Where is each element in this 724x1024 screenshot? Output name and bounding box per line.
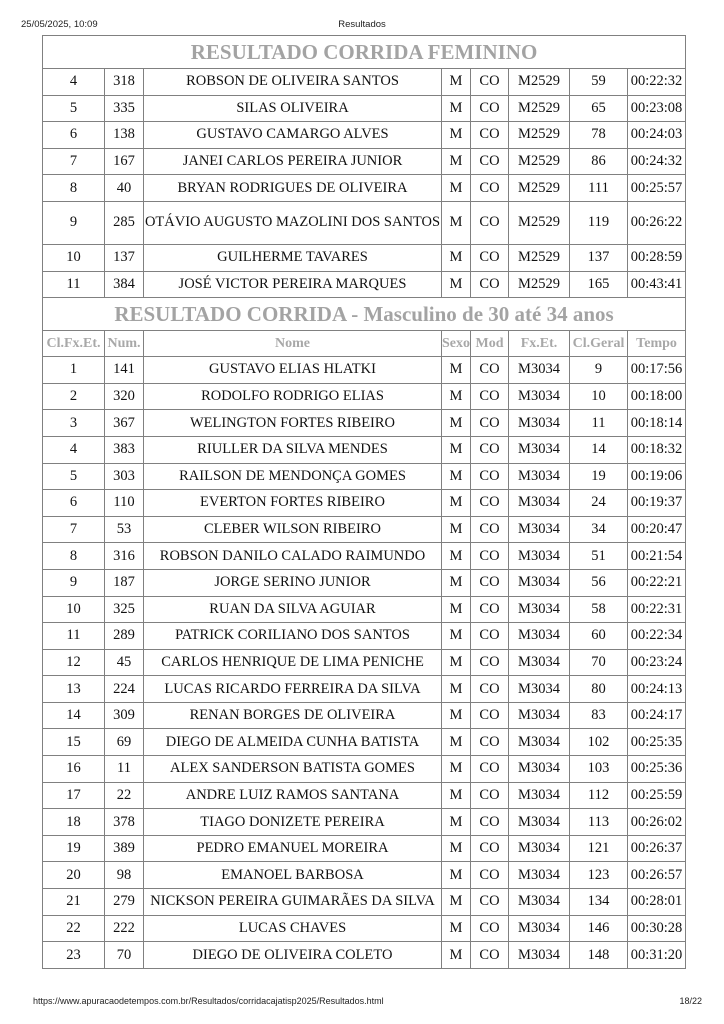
modality-cell: CO <box>471 244 509 271</box>
table-row <box>43 809 686 836</box>
category-rank-cell: 1 <box>43 357 105 384</box>
age-group-cell: M3034 <box>509 729 570 756</box>
time-cell: 00:22:31 <box>628 596 686 623</box>
modality-cell: CO <box>471 516 509 543</box>
modality-cell: CO <box>471 436 509 463</box>
print-page-title: Resultados <box>338 19 386 30</box>
age-group-cell: M3034 <box>509 490 570 517</box>
bib-number-cell: 11 <box>105 756 144 783</box>
sex-cell: M <box>442 835 471 862</box>
overall-rank-cell: 111 <box>570 175 628 202</box>
age-group-cell: M3034 <box>509 676 570 703</box>
athlete-name-cell: EVERTON FORTES RIBEIRO <box>144 490 442 517</box>
age-group-cell: M3034 <box>509 915 570 942</box>
sex-cell: M <box>442 357 471 384</box>
modality-cell: CO <box>471 463 509 490</box>
table-row <box>43 148 686 175</box>
age-group-cell: M3034 <box>509 623 570 650</box>
sex-cell: M <box>442 463 471 490</box>
bib-number-cell: 367 <box>105 410 144 437</box>
section-title <box>43 298 686 331</box>
category-rank-cell: 4 <box>43 436 105 463</box>
age-group-cell: M3034 <box>509 942 570 969</box>
athlete-name-cell: DIEGO DE OLIVEIRA COLETO <box>144 942 442 969</box>
table-row <box>43 516 686 543</box>
section-title-main: RESULTADO CORRIDA <box>114 302 346 327</box>
bib-number-cell: 40 <box>105 175 144 202</box>
table-row <box>43 122 686 149</box>
overall-rank-cell: 59 <box>570 69 628 96</box>
overall-rank-cell: 119 <box>570 201 628 244</box>
results-table <box>42 35 686 969</box>
athlete-name-cell: GUSTAVO CAMARGO ALVES <box>144 122 442 149</box>
table-row <box>43 244 686 271</box>
modality-cell: CO <box>471 862 509 889</box>
age-group-cell: M3034 <box>509 357 570 384</box>
category-rank-cell: 14 <box>43 702 105 729</box>
time-cell: 00:28:01 <box>628 889 686 916</box>
table-row <box>43 862 686 889</box>
table-row <box>43 676 686 703</box>
age-group-cell: M3034 <box>509 782 570 809</box>
athlete-name-cell: ANDRE LUIZ RAMOS SANTANA <box>144 782 442 809</box>
modality-cell: CO <box>471 702 509 729</box>
print-page-number: 18/22 <box>679 996 702 1006</box>
time-cell: 00:17:56 <box>628 357 686 384</box>
modality-cell: CO <box>471 915 509 942</box>
category-rank-cell: 9 <box>43 201 105 244</box>
bib-number-cell: 279 <box>105 889 144 916</box>
age-group-cell: M3034 <box>509 889 570 916</box>
modality-cell: CO <box>471 569 509 596</box>
category-rank-cell: 11 <box>43 623 105 650</box>
time-cell: 00:26:37 <box>628 835 686 862</box>
column-header: Tempo <box>628 331 686 357</box>
time-cell: 00:30:28 <box>628 915 686 942</box>
overall-rank-cell: 102 <box>570 729 628 756</box>
sex-cell: M <box>442 148 471 175</box>
athlete-name-cell: OTÁVIO AUGUSTO MAZOLINI DOS SANTOS <box>144 201 442 244</box>
overall-rank-cell: 56 <box>570 569 628 596</box>
table-row <box>43 69 686 96</box>
overall-rank-cell: 9 <box>570 357 628 384</box>
bib-number-cell: 70 <box>105 942 144 969</box>
bib-number-cell: 335 <box>105 95 144 122</box>
overall-rank-cell: 70 <box>570 649 628 676</box>
athlete-name-cell: TIAGO DONIZETE PEREIRA <box>144 809 442 836</box>
modality-cell: CO <box>471 676 509 703</box>
time-cell: 00:19:37 <box>628 490 686 517</box>
category-rank-cell: 7 <box>43 148 105 175</box>
time-cell: 00:28:59 <box>628 244 686 271</box>
overall-rank-cell: 112 <box>570 782 628 809</box>
athlete-name-cell: JOSÉ VICTOR PEREIRA MARQUES <box>144 271 442 298</box>
modality-cell: CO <box>471 122 509 149</box>
age-group-cell: M3034 <box>509 436 570 463</box>
modality-cell: CO <box>471 148 509 175</box>
bib-number-cell: 138 <box>105 122 144 149</box>
bib-number-cell: 53 <box>105 516 144 543</box>
modality-cell: CO <box>471 69 509 96</box>
sex-cell: M <box>442 95 471 122</box>
table-row <box>43 95 686 122</box>
time-cell: 00:26:02 <box>628 809 686 836</box>
athlete-name-cell: JANEI CARLOS PEREIRA JUNIOR <box>144 148 442 175</box>
bib-number-cell: 167 <box>105 148 144 175</box>
age-group-cell: M3034 <box>509 596 570 623</box>
overall-rank-cell: 10 <box>570 383 628 410</box>
sex-cell: M <box>442 244 471 271</box>
bib-number-cell: 389 <box>105 835 144 862</box>
overall-rank-cell: 83 <box>570 702 628 729</box>
athlete-name-cell: JORGE SERINO JUNIOR <box>144 569 442 596</box>
time-cell: 00:31:20 <box>628 942 686 969</box>
bib-number-cell: 222 <box>105 915 144 942</box>
age-group-cell: M3034 <box>509 835 570 862</box>
modality-cell: CO <box>471 623 509 650</box>
column-header: Nome <box>144 331 442 357</box>
table-row <box>43 889 686 916</box>
bib-number-cell: 303 <box>105 463 144 490</box>
category-rank-cell: 22 <box>43 915 105 942</box>
athlete-name-cell: RODOLFO RODRIGO ELIAS <box>144 383 442 410</box>
time-cell: 00:23:24 <box>628 649 686 676</box>
print-datetime: 25/05/2025, 10:09 <box>21 19 98 30</box>
athlete-name-cell: RAILSON DE MENDONÇA GOMES <box>144 463 442 490</box>
sex-cell: M <box>442 436 471 463</box>
age-group-cell: M2529 <box>509 201 570 244</box>
column-header: Fx.Et. <box>509 331 570 357</box>
category-rank-cell: 23 <box>43 942 105 969</box>
age-group-cell: M3034 <box>509 702 570 729</box>
athlete-name-cell: ROBSON DANILO CALADO RAIMUNDO <box>144 543 442 570</box>
bib-number-cell: 289 <box>105 623 144 650</box>
overall-rank-cell: 34 <box>570 516 628 543</box>
modality-cell: CO <box>471 95 509 122</box>
category-rank-cell: 19 <box>43 835 105 862</box>
table-row <box>43 649 686 676</box>
category-rank-cell: 9 <box>43 569 105 596</box>
age-group-cell: M3034 <box>509 543 570 570</box>
modality-cell: CO <box>471 271 509 298</box>
time-cell: 00:25:57 <box>628 175 686 202</box>
athlete-name-cell: LUCAS CHAVES <box>144 915 442 942</box>
time-cell: 00:26:57 <box>628 862 686 889</box>
age-group-cell: M2529 <box>509 122 570 149</box>
bib-number-cell: 98 <box>105 862 144 889</box>
bib-number-cell: 110 <box>105 490 144 517</box>
time-cell: 00:24:13 <box>628 676 686 703</box>
modality-cell: CO <box>471 756 509 783</box>
overall-rank-cell: 113 <box>570 809 628 836</box>
table-row <box>43 756 686 783</box>
age-group-cell: M3034 <box>509 649 570 676</box>
table-row <box>43 383 686 410</box>
modality-cell: CO <box>471 649 509 676</box>
sex-cell: M <box>442 410 471 437</box>
sex-cell: M <box>442 271 471 298</box>
table-row <box>43 915 686 942</box>
sex-cell: M <box>442 122 471 149</box>
age-group-cell: M3034 <box>509 410 570 437</box>
overall-rank-cell: 134 <box>570 889 628 916</box>
category-rank-cell: 18 <box>43 809 105 836</box>
overall-rank-cell: 123 <box>570 862 628 889</box>
category-rank-cell: 3 <box>43 410 105 437</box>
time-cell: 00:22:21 <box>628 569 686 596</box>
overall-rank-cell: 148 <box>570 942 628 969</box>
category-rank-cell: 15 <box>43 729 105 756</box>
bib-number-cell: 45 <box>105 649 144 676</box>
athlete-name-cell: GUILHERME TAVARES <box>144 244 442 271</box>
modality-cell: CO <box>471 889 509 916</box>
column-header: Mod <box>471 331 509 357</box>
time-cell: 00:24:17 <box>628 702 686 729</box>
modality-cell: CO <box>471 410 509 437</box>
category-rank-cell: 2 <box>43 383 105 410</box>
sex-cell: M <box>442 516 471 543</box>
age-group-cell: M3034 <box>509 756 570 783</box>
category-rank-cell: 20 <box>43 862 105 889</box>
sex-cell: M <box>442 915 471 942</box>
category-rank-cell: 10 <box>43 596 105 623</box>
sex-cell: M <box>442 729 471 756</box>
overall-rank-cell: 14 <box>570 436 628 463</box>
table-row <box>43 490 686 517</box>
sex-cell: M <box>442 702 471 729</box>
category-rank-cell: 17 <box>43 782 105 809</box>
bib-number-cell: 384 <box>105 271 144 298</box>
overall-rank-cell: 11 <box>570 410 628 437</box>
modality-cell: CO <box>471 490 509 517</box>
bib-number-cell: 325 <box>105 596 144 623</box>
bib-number-cell: 137 <box>105 244 144 271</box>
category-rank-cell: 6 <box>43 122 105 149</box>
category-rank-cell: 12 <box>43 649 105 676</box>
age-group-cell: M3034 <box>509 809 570 836</box>
modality-cell: CO <box>471 383 509 410</box>
sex-cell: M <box>442 201 471 244</box>
age-group-cell: M2529 <box>509 148 570 175</box>
table-row <box>43 410 686 437</box>
overall-rank-cell: 65 <box>570 95 628 122</box>
sex-cell: M <box>442 383 471 410</box>
category-rank-cell: 8 <box>43 543 105 570</box>
bib-number-cell: 187 <box>105 569 144 596</box>
table-row <box>43 201 686 244</box>
time-cell: 00:21:54 <box>628 543 686 570</box>
sex-cell: M <box>442 649 471 676</box>
age-group-cell: M2529 <box>509 244 570 271</box>
time-cell: 00:22:32 <box>628 69 686 96</box>
modality-cell: CO <box>471 543 509 570</box>
column-header: Cl.Fx.Et. <box>43 331 105 357</box>
category-rank-cell: 11 <box>43 271 105 298</box>
bib-number-cell: 285 <box>105 201 144 244</box>
athlete-name-cell: PEDRO EMANUEL MOREIRA <box>144 835 442 862</box>
modality-cell: CO <box>471 357 509 384</box>
overall-rank-cell: 58 <box>570 596 628 623</box>
time-cell: 00:19:06 <box>628 463 686 490</box>
time-cell: 00:20:47 <box>628 516 686 543</box>
table-row <box>43 463 686 490</box>
time-cell: 00:25:35 <box>628 729 686 756</box>
table-row <box>43 702 686 729</box>
sex-cell: M <box>442 889 471 916</box>
sex-cell: M <box>442 596 471 623</box>
section-title: RESULTADO CORRIDA FEMININO <box>43 36 686 69</box>
sex-cell: M <box>442 942 471 969</box>
overall-rank-cell: 24 <box>570 490 628 517</box>
overall-rank-cell: 103 <box>570 756 628 783</box>
bib-number-cell: 316 <box>105 543 144 570</box>
section-title-feminino <box>43 36 686 69</box>
time-cell: 00:25:59 <box>628 782 686 809</box>
overall-rank-cell: 165 <box>570 271 628 298</box>
overall-rank-cell: 146 <box>570 915 628 942</box>
athlete-name-cell: BRYAN RODRIGUES DE OLIVEIRA <box>144 175 442 202</box>
sex-cell: M <box>442 782 471 809</box>
athlete-name-cell: SILAS OLIVEIRA <box>144 95 442 122</box>
column-header: Sexo <box>442 331 471 357</box>
sex-cell: M <box>442 175 471 202</box>
modality-cell: CO <box>471 175 509 202</box>
category-rank-cell: 5 <box>43 463 105 490</box>
time-cell: 00:25:36 <box>628 756 686 783</box>
overall-rank-cell: 137 <box>570 244 628 271</box>
age-group-cell: M3034 <box>509 862 570 889</box>
category-rank-cell: 8 <box>43 175 105 202</box>
age-group-cell: M2529 <box>509 95 570 122</box>
bib-number-cell: 309 <box>105 702 144 729</box>
athlete-name-cell: NICKSON PEREIRA GUIMARÃES DA SILVA <box>144 889 442 916</box>
overall-rank-cell: 19 <box>570 463 628 490</box>
modality-cell: CO <box>471 942 509 969</box>
age-group-cell: M3034 <box>509 569 570 596</box>
athlete-name-cell: ALEX SANDERSON BATISTA GOMES <box>144 756 442 783</box>
category-rank-cell: 4 <box>43 69 105 96</box>
bib-number-cell: 383 <box>105 436 144 463</box>
bib-number-cell: 318 <box>105 69 144 96</box>
category-rank-cell: 21 <box>43 889 105 916</box>
bib-number-cell: 224 <box>105 676 144 703</box>
overall-rank-cell: 121 <box>570 835 628 862</box>
sex-cell: M <box>442 809 471 836</box>
age-group-cell: M3034 <box>509 516 570 543</box>
table-row <box>43 835 686 862</box>
athlete-name-cell: EMANOEL BARBOSA <box>144 862 442 889</box>
time-cell: 00:22:34 <box>628 623 686 650</box>
category-rank-cell: 10 <box>43 244 105 271</box>
bib-number-cell: 320 <box>105 383 144 410</box>
table-row <box>43 175 686 202</box>
sex-cell: M <box>442 490 471 517</box>
table-row <box>43 729 686 756</box>
category-rank-cell: 6 <box>43 490 105 517</box>
modality-cell: CO <box>471 729 509 756</box>
category-rank-cell: 13 <box>43 676 105 703</box>
sex-cell: M <box>442 543 471 570</box>
table-row <box>43 942 686 969</box>
table-row <box>43 357 686 384</box>
athlete-name-cell: DIEGO DE ALMEIDA CUNHA BATISTA <box>144 729 442 756</box>
sex-cell: M <box>442 862 471 889</box>
column-header: Cl.Geral <box>570 331 628 357</box>
time-cell: 00:26:22 <box>628 201 686 244</box>
athlete-name-cell: LUCAS RICARDO FERREIRA DA SILVA <box>144 676 442 703</box>
modality-cell: CO <box>471 596 509 623</box>
bib-number-cell: 378 <box>105 809 144 836</box>
section-title-category: - Masculino de 30 até 34 anos <box>345 302 614 327</box>
modality-cell: CO <box>471 809 509 836</box>
category-rank-cell: 5 <box>43 95 105 122</box>
bib-number-cell: 69 <box>105 729 144 756</box>
athlete-name-cell: CARLOS HENRIQUE DE LIMA PENICHE <box>144 649 442 676</box>
overall-rank-cell: 60 <box>570 623 628 650</box>
table-row <box>43 436 686 463</box>
athlete-name-cell: PATRICK CORILIANO DOS SANTOS <box>144 623 442 650</box>
sex-cell: M <box>442 623 471 650</box>
age-group-cell: M2529 <box>509 271 570 298</box>
column-header-row <box>43 331 686 357</box>
sex-cell: M <box>442 756 471 783</box>
table-row <box>43 623 686 650</box>
bib-number-cell: 22 <box>105 782 144 809</box>
time-cell: 00:23:08 <box>628 95 686 122</box>
athlete-name-cell: WELINGTON FORTES RIBEIRO <box>144 410 442 437</box>
athlete-name-cell: RENAN BORGES DE OLIVEIRA <box>144 702 442 729</box>
overall-rank-cell: 80 <box>570 676 628 703</box>
athlete-name-cell: ROBSON DE OLIVEIRA SANTOS <box>144 69 442 96</box>
time-cell: 00:18:32 <box>628 436 686 463</box>
table-row <box>43 271 686 298</box>
column-header: Num. <box>105 331 144 357</box>
modality-cell: CO <box>471 835 509 862</box>
sex-cell: M <box>442 569 471 596</box>
print-url: https://www.apuracaodetempos.com.br/Resultados/corridacajatisp2025/Resultados.html <box>33 996 384 1006</box>
sex-cell: M <box>442 69 471 96</box>
modality-cell: CO <box>471 782 509 809</box>
modality-cell: CO <box>471 201 509 244</box>
table-row <box>43 596 686 623</box>
category-rank-cell: 16 <box>43 756 105 783</box>
time-cell: 00:18:14 <box>628 410 686 437</box>
time-cell: 00:24:03 <box>628 122 686 149</box>
age-group-cell: M3034 <box>509 463 570 490</box>
table-row <box>43 543 686 570</box>
age-group-cell: M3034 <box>509 383 570 410</box>
athlete-name-cell: RUAN DA SILVA AGUIAR <box>144 596 442 623</box>
bib-number-cell: 141 <box>105 357 144 384</box>
overall-rank-cell: 86 <box>570 148 628 175</box>
time-cell: 00:24:32 <box>628 148 686 175</box>
time-cell: 00:43:41 <box>628 271 686 298</box>
table-row <box>43 569 686 596</box>
age-group-cell: M2529 <box>509 175 570 202</box>
athlete-name-cell: RIULLER DA SILVA MENDES <box>144 436 442 463</box>
table-row <box>43 782 686 809</box>
category-rank-cell: 7 <box>43 516 105 543</box>
section-title-masculino-30-34 <box>43 298 686 331</box>
athlete-name-cell: CLEBER WILSON RIBEIRO <box>144 516 442 543</box>
time-cell: 00:18:00 <box>628 383 686 410</box>
age-group-cell: M2529 <box>509 69 570 96</box>
overall-rank-cell: 78 <box>570 122 628 149</box>
athlete-name-cell: GUSTAVO ELIAS HLATKI <box>144 357 442 384</box>
sex-cell: M <box>442 676 471 703</box>
overall-rank-cell: 51 <box>570 543 628 570</box>
